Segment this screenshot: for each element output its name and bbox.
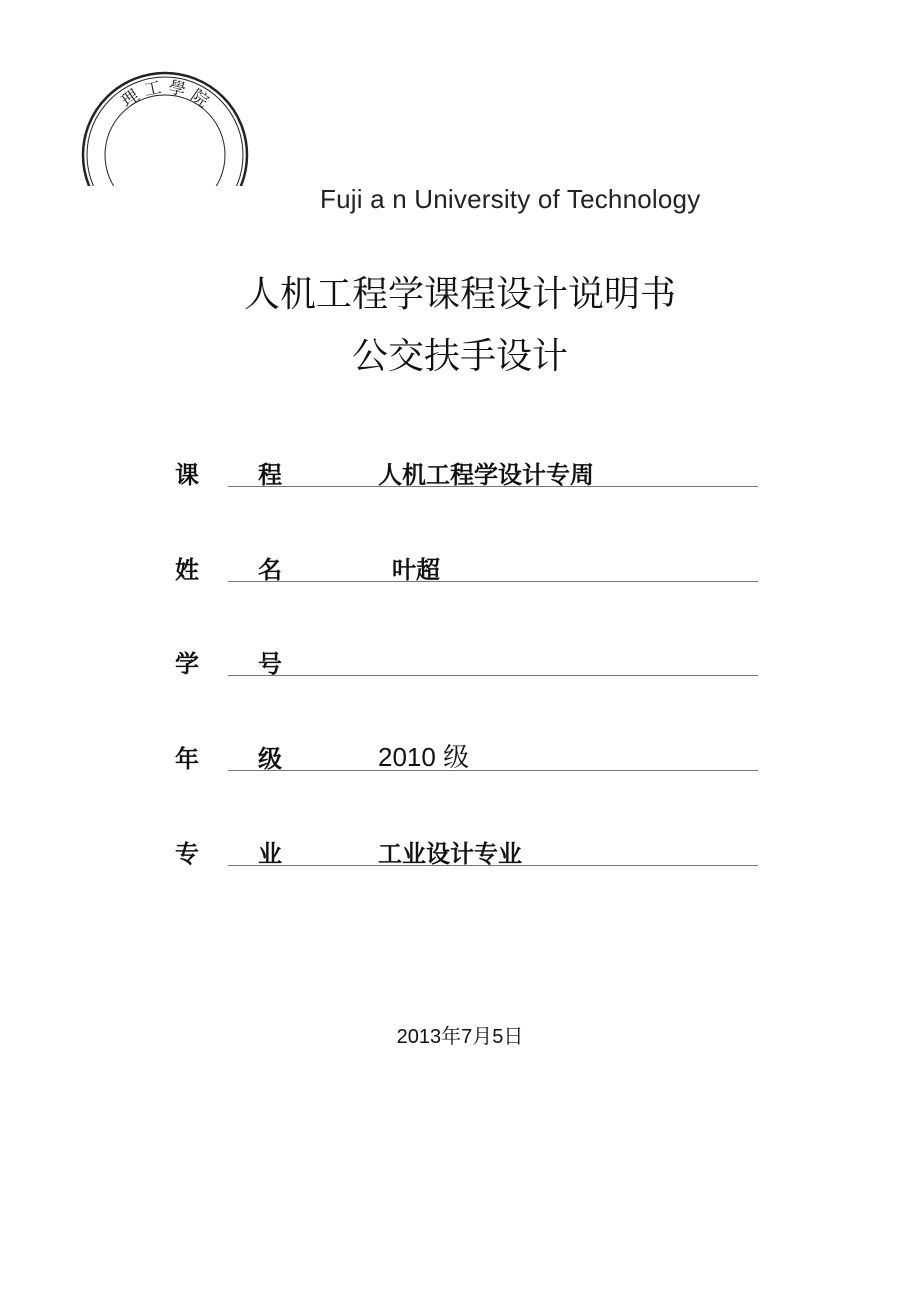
course-label-2: 程 — [258, 461, 282, 489]
student-id-label-1: 学 — [175, 650, 199, 678]
course-value: 人机工程学设计专周 — [378, 461, 594, 489]
project-title: 公交扶手设计 — [351, 336, 568, 377]
major-row — [0, 834, 920, 884]
major-label-2: 业 — [258, 840, 282, 868]
course-label-1: 课 — [175, 461, 199, 489]
grade-label-2: 级 — [258, 745, 282, 773]
document-date: 2013年7月5日 — [396, 1026, 524, 1048]
name-underline — [228, 581, 758, 582]
university-name: Fuji a n University of Technology — [320, 184, 701, 214]
major-label-1: 专 — [175, 840, 199, 868]
grade-underline — [228, 770, 758, 771]
document-title: 人机工程学课程设计说明书 — [243, 274, 676, 315]
grade-row — [0, 739, 920, 789]
grade-label-1: 年 — [175, 745, 199, 773]
name-row — [0, 550, 920, 600]
major-value: 工业设计专业 — [378, 840, 522, 868]
student-id-label-2: 号 — [258, 650, 282, 678]
seal-gap — [80, 186, 255, 254]
name-value: 叶超 — [392, 556, 440, 584]
name-label-2: 名 — [258, 556, 282, 584]
seal-top-text: 理 工 學 院 — [117, 77, 213, 112]
student-id-row — [0, 644, 920, 694]
course-underline — [228, 486, 758, 487]
major-underline — [228, 865, 758, 866]
university-seal — [80, 70, 250, 240]
course-row — [0, 455, 920, 505]
grade-value: 2010 级 — [378, 742, 470, 772]
name-label-1: 姓 — [175, 556, 199, 584]
student-id-underline — [228, 675, 758, 676]
